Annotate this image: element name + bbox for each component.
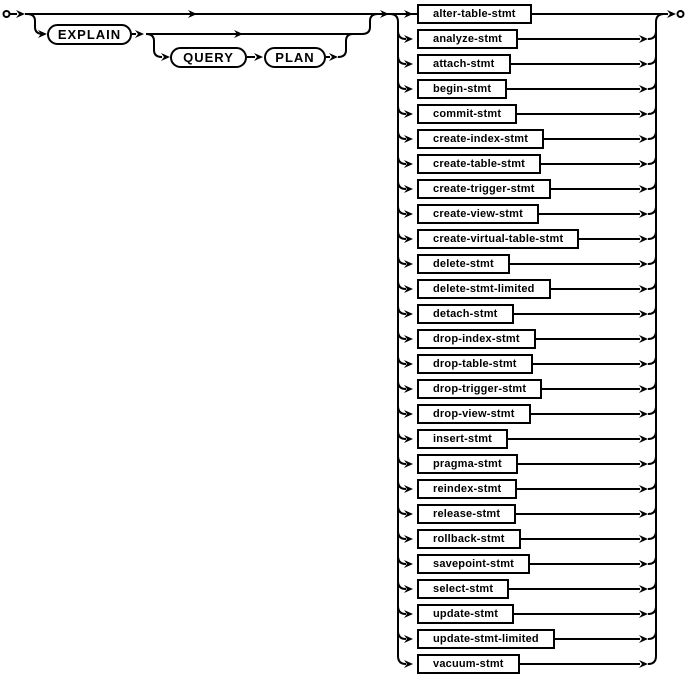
stmt-box-drop-view-stmt[interactable]: drop-view-stmt <box>417 404 531 424</box>
stmt-box-rollback-stmt[interactable]: rollback-stmt <box>417 529 521 549</box>
stmt-box-create-virtual-table-stmt[interactable]: create-virtual-table-stmt <box>417 229 579 249</box>
stmt-box-drop-table-stmt[interactable]: drop-table-stmt <box>417 354 533 374</box>
stmt-box-begin-stmt[interactable]: begin-stmt <box>417 79 507 99</box>
keyword-plan: PLAN <box>264 47 326 68</box>
stmt-box-detach-stmt[interactable]: detach-stmt <box>417 304 514 324</box>
stmt-box-commit-stmt[interactable]: commit-stmt <box>417 104 517 124</box>
stmt-box-create-view-stmt[interactable]: create-view-stmt <box>417 204 539 224</box>
stmt-box-create-trigger-stmt[interactable]: create-trigger-stmt <box>417 179 551 199</box>
stmt-box-delete-stmt[interactable]: delete-stmt <box>417 254 510 274</box>
stmt-box-reindex-stmt[interactable]: reindex-stmt <box>417 479 517 499</box>
stmt-box-create-table-stmt[interactable]: create-table-stmt <box>417 154 541 174</box>
stmt-box-pragma-stmt[interactable]: pragma-stmt <box>417 454 518 474</box>
stmt-box-delete-stmt-limited[interactable]: delete-stmt-limited <box>417 279 551 299</box>
stmt-box-vacuum-stmt[interactable]: vacuum-stmt <box>417 654 520 674</box>
stmt-box-update-stmt[interactable]: update-stmt <box>417 604 514 624</box>
stmt-box-drop-index-stmt[interactable]: drop-index-stmt <box>417 329 536 349</box>
stmt-box-insert-stmt[interactable]: insert-stmt <box>417 429 508 449</box>
keyword-explain: EXPLAIN <box>47 24 132 45</box>
stmt-box-release-stmt[interactable]: release-stmt <box>417 504 516 524</box>
stmt-box-update-stmt-limited[interactable]: update-stmt-limited <box>417 629 555 649</box>
stmt-box-savepoint-stmt[interactable]: savepoint-stmt <box>417 554 530 574</box>
stmt-box-alter-table-stmt[interactable]: alter-table-stmt <box>417 4 532 24</box>
stmt-box-analyze-stmt[interactable]: analyze-stmt <box>417 29 518 49</box>
stmt-box-select-stmt[interactable]: select-stmt <box>417 579 509 599</box>
stmt-box-create-index-stmt[interactable]: create-index-stmt <box>417 129 544 149</box>
stmt-box-drop-trigger-stmt[interactable]: drop-trigger-stmt <box>417 379 542 399</box>
keyword-query: QUERY <box>170 47 247 68</box>
stmt-box-attach-stmt[interactable]: attach-stmt <box>417 54 511 74</box>
